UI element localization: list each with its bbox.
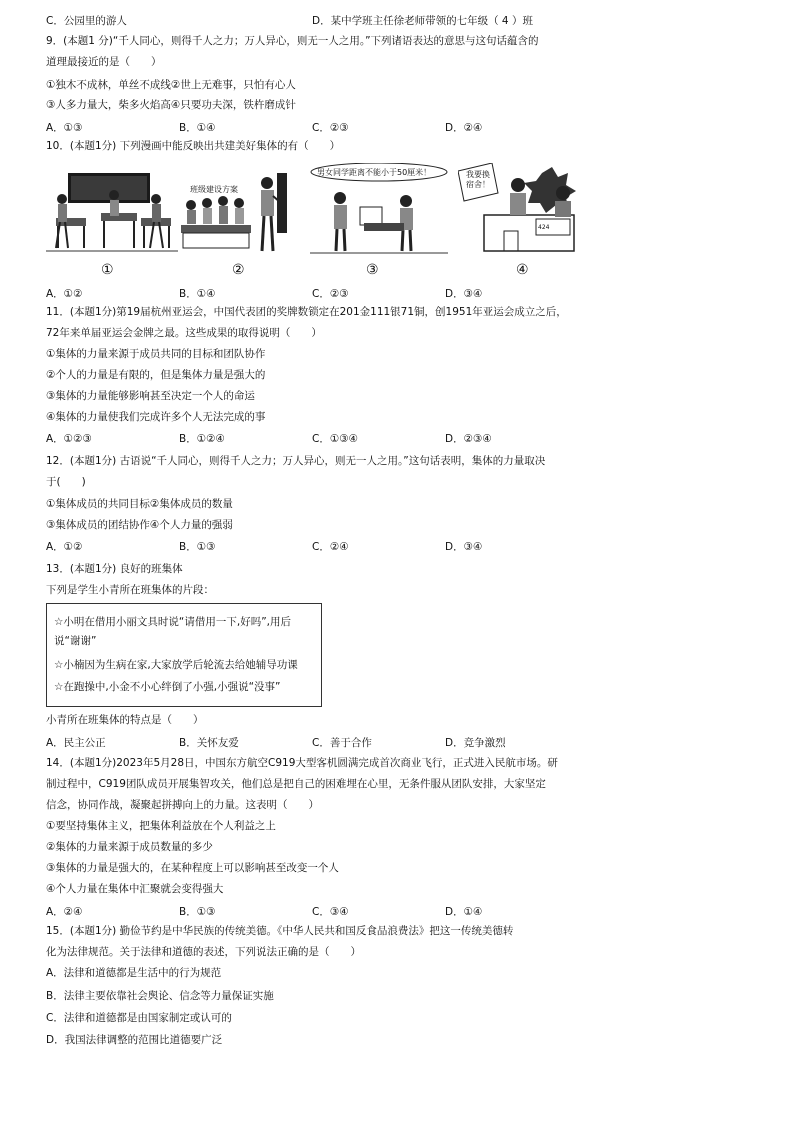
q11-stem: 11．(本题1分)第19届杭州亚运会，中国代表团的奖牌数锁定在201金111银71铜，创1951年亚运会成立之后， [46, 306, 567, 318]
q9-stem: 9．(本题1 分)“千人同心，则得千人之力；万人异心，则无一人之用。”下列诸语表达的意思与这句话蕴含的 [46, 35, 539, 47]
q14-item: ③集体的力量是强大的，在某种程度上可以影响甚至改变一个人 [46, 862, 339, 874]
q9-stem-cont: 道理最接近的是（ ） [46, 56, 162, 68]
q15-option-d: D．我国法律调整的范围比道德要广泛 [46, 1034, 223, 1046]
q11-option-b: B．①②④ [179, 433, 225, 445]
q15-option-b: B．法律主要依靠社会舆论、信念等力量保证实施 [46, 990, 274, 1002]
cartoon-label-4: ④ [516, 262, 529, 278]
q10-option-a: A．①② [46, 288, 83, 300]
q14-stem-cont: 制过程中，C919团队成员开展集智攻关，他们总是把自己的困难埋在心里，无条件服从团队安排，大家坚定 [46, 778, 546, 790]
q12-option-b: B．①③ [179, 541, 216, 553]
q12-option-c: C．②④ [312, 541, 349, 553]
q11-stem-cont: 72年来单届亚运会金牌之最。这些成果的取得说明（ ） [46, 327, 322, 339]
q9-option-c: C．②③ [312, 122, 349, 134]
q13-option-b: B．关怀友爱 [179, 737, 239, 749]
q14-item: ②集体的力量来源于成员数量的多少 [46, 841, 213, 853]
q10-stem: 10．(本题1分) 下列漫画中能反映出共建美好集体的有（ ） [46, 140, 341, 152]
q11-option-a: A．①②③ [46, 433, 92, 445]
q14-item: ①要坚持集体主义，把集体利益放在个人利益之上 [46, 820, 276, 832]
q10-option-d: D．③④ [445, 288, 483, 300]
q9-option-d: D．②④ [445, 122, 483, 134]
cartoon-label-3: ③ [366, 262, 379, 278]
q9-option-b: B．①④ [179, 122, 216, 134]
q14-item: ④个人力量在集体中汇聚就会变得强大 [46, 883, 224, 895]
q15-stem: 15．(本题1分) 勤俭节约是中华民族的传统美德。《中华人民共和国反食品浪费法》把这一传统美德转 [46, 925, 514, 937]
q14-option-d: D．①④ [445, 906, 483, 918]
q11-item: ④集体的力量使我们完成许多个人无法完成的事 [46, 411, 266, 423]
q13-scenario-3: ☆在跑操中,小金不小心绊倒了小强,小强说“没事” [54, 681, 281, 693]
q9-item: ①独木不成林，单丝不成线②世上无难事，只怕有心人 [46, 79, 296, 91]
q12-stem: 12．(本题1分) 古语说“千人同心，则得千人之力；万人异心，则无一人之用。”这句话表明，集体的力量取决 [46, 455, 546, 467]
cartoon-1-classroom [46, 163, 178, 258]
q15-stem-cont: 化为法律规范。关于法律和道德的表述，下列说法正确的是（ ） [46, 946, 361, 958]
q14-stem: 14．(本题1分)2023年5月28日，中国东方航空C919大型客机圆满完成首次商业飞行，正式进入民航市场。研 [46, 757, 558, 769]
q11-item: ②个人的力量是有限的，但是集体力量是强大的 [46, 369, 266, 381]
q13-scenario-1: ☆小明在借用小丽文具时说“请借用一下,好吗”,用后 [54, 616, 291, 628]
q11-option-c: C．①③④ [312, 433, 359, 445]
q14-stem-cont: 信念，协同作战，凝聚起拼搏向上的力量。这表明（ ） [46, 799, 319, 811]
q13-option-d: D．竞争激烈 [445, 737, 506, 749]
q11-item: ①集体的力量来源于成员共同的目标和团队协作 [46, 348, 266, 360]
cartoon-label-1: ① [101, 262, 114, 278]
q8-option-c: C．公园里的游人 [46, 15, 127, 27]
q13-option-c: C．善于合作 [312, 737, 372, 749]
q13-intro: 下列是学生小青所在班集体的片段： [46, 584, 214, 596]
q13-option-a: A．民主公正 [46, 737, 106, 749]
q12-option-a: A．①② [46, 541, 83, 553]
q11-option-d: D．②③④ [445, 433, 492, 445]
cartoon-2-class-plan [181, 163, 301, 258]
cartoon-4-sign: 我要换宿舍！ [466, 170, 490, 189]
cartoon-label-2: ② [232, 262, 245, 278]
q14-option-c: C．③④ [312, 906, 349, 918]
q10-option-c: C．②③ [312, 288, 349, 300]
q13-question: 小青所在班集体的特点是（ ） [46, 714, 204, 726]
cartoon-3-caption: 男女同学距离不能小于50厘米！ [317, 168, 432, 177]
q14-option-a: A．②④ [46, 906, 83, 918]
q11-item: ③集体的力量能够影响甚至决定一个人的命运 [46, 390, 255, 402]
q10-option-b: B．①④ [179, 288, 216, 300]
cartoon-2-caption: 班级建设方案 [190, 185, 238, 194]
q9-option-a: A．①③ [46, 122, 83, 134]
cartoon-4-door-number: 424 [538, 224, 550, 231]
q13-stem: 13．(本题1分) 良好的班集体 [46, 563, 183, 575]
q12-option-d: D．③④ [445, 541, 483, 553]
q8-option-d: D．某中学班主任徐老师带领的七年级（ 4 ）班 [312, 15, 533, 27]
q12-stem-cont: 于( ) [46, 476, 86, 488]
q15-option-a: A．法律和道德都是生活中的行为规范 [46, 967, 222, 979]
q12-item: ①集体成员的共同目标②集体成员的数量 [46, 498, 233, 510]
q12-item: ③集体成员的团结协作④个人力量的强弱 [46, 519, 233, 531]
q14-option-b: B．①③ [179, 906, 216, 918]
q13-scenario-1-cont: 说“谢谢” [54, 635, 97, 647]
q13-scenario-2: ☆小楠因为生病在家,大家放学后轮流去给她辅导功课 [54, 659, 298, 671]
q15-option-c: C．法律和道德都是由国家制定或认可的 [46, 1012, 232, 1024]
q9-item: ③人多力量大，柴多火焰高④只要功夫深，铁杵磨成针 [46, 99, 296, 111]
